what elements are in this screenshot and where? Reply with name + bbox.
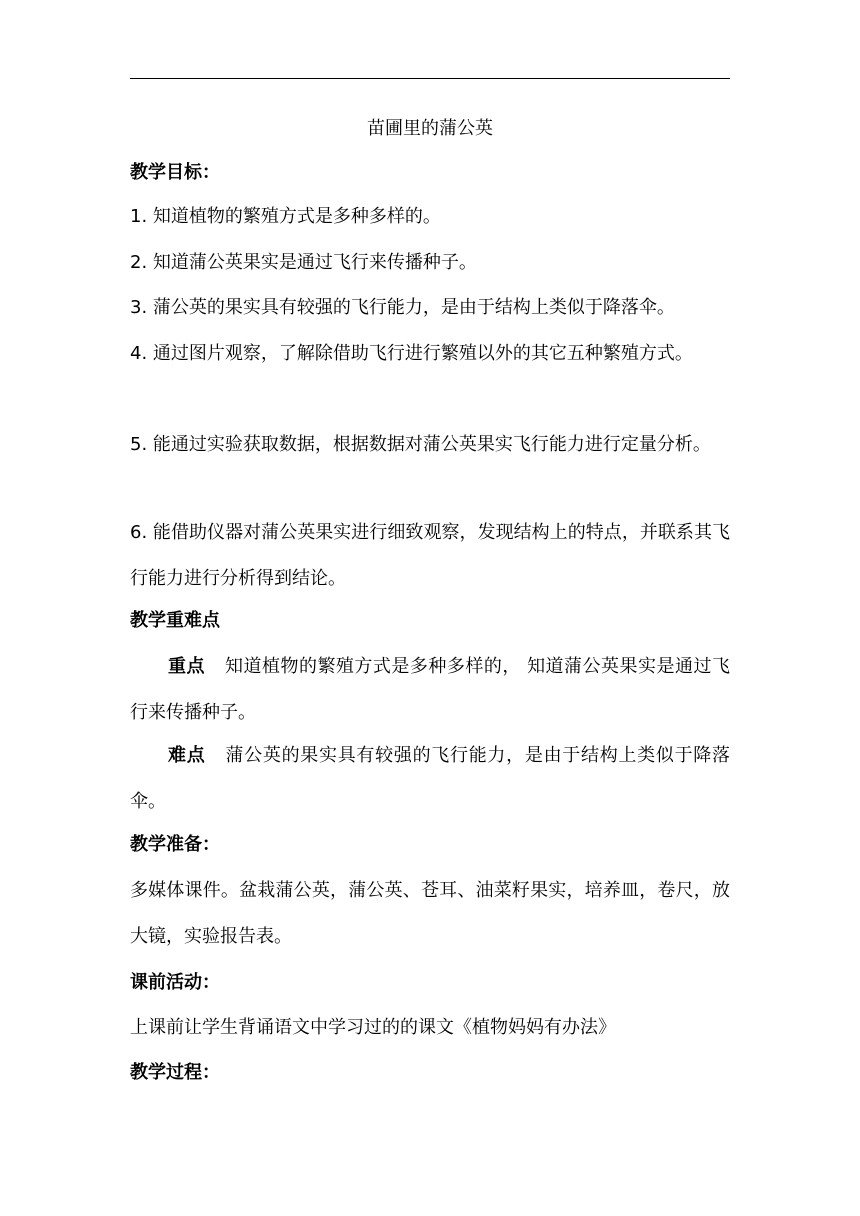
- goal-item-2: 2. 知道蒲公英果实是通过飞行来传播种子。: [130, 252, 477, 273]
- goals-heading: 教学目标：: [130, 162, 220, 183]
- document-title: 苗圃里的蒲公英: [367, 118, 493, 139]
- goal-item-1: 1. 知道植物的繁殖方式是多种多样的。: [130, 206, 441, 227]
- prep-text: 多媒体课件。盆栽蒲公英，蒲公英、苍耳、油菜籽果实，培养皿，卷尺，放大镜，实验报告表。: [130, 880, 730, 947]
- header-rule: [130, 78, 730, 79]
- prep-heading: 教学准备：: [130, 834, 220, 855]
- key-point-text: 知道植物的繁殖方式是多种多样的， 知道蒲公英果实是通过飞行来传播种子。: [130, 656, 730, 723]
- key-points-heading: 教学重难点: [130, 610, 220, 631]
- preclass-text: 上课前让学生背诵语文中学习过的的课文《植物妈妈有办法》: [130, 1017, 616, 1038]
- difficulty-text: 蒲公英的果实具有较强的飞行能力，是由于结构上类似于降落伞。: [130, 745, 731, 812]
- key-point-label: 重点: [168, 656, 205, 677]
- goal-item-6: 6. 能借助仪器对蒲公英果实进行细致观察，发现结构上的特点，并联系其飞行能力进行分析得到结论。: [130, 522, 730, 589]
- key-point-paragraph: [130, 644, 730, 736]
- process-heading: 教学过程：: [130, 1062, 220, 1083]
- difficulty-paragraph: [130, 733, 730, 825]
- preclass-heading: 课前活动：: [130, 972, 220, 993]
- difficulty-label: 难点: [168, 745, 206, 766]
- goal-item-5: 5. 能通过实验获取数据，根据数据对蒲公英果实飞行能力进行定量分析。: [130, 434, 711, 455]
- goal-item-3: 3. 蒲公英的果实具有较强的飞行能力，是由于结构上类似于降落伞。: [130, 297, 675, 318]
- goal-item-4: 4. 通过图片观察，了解除借助飞行进行繁殖以外的其它五种繁殖方式。: [130, 343, 693, 364]
